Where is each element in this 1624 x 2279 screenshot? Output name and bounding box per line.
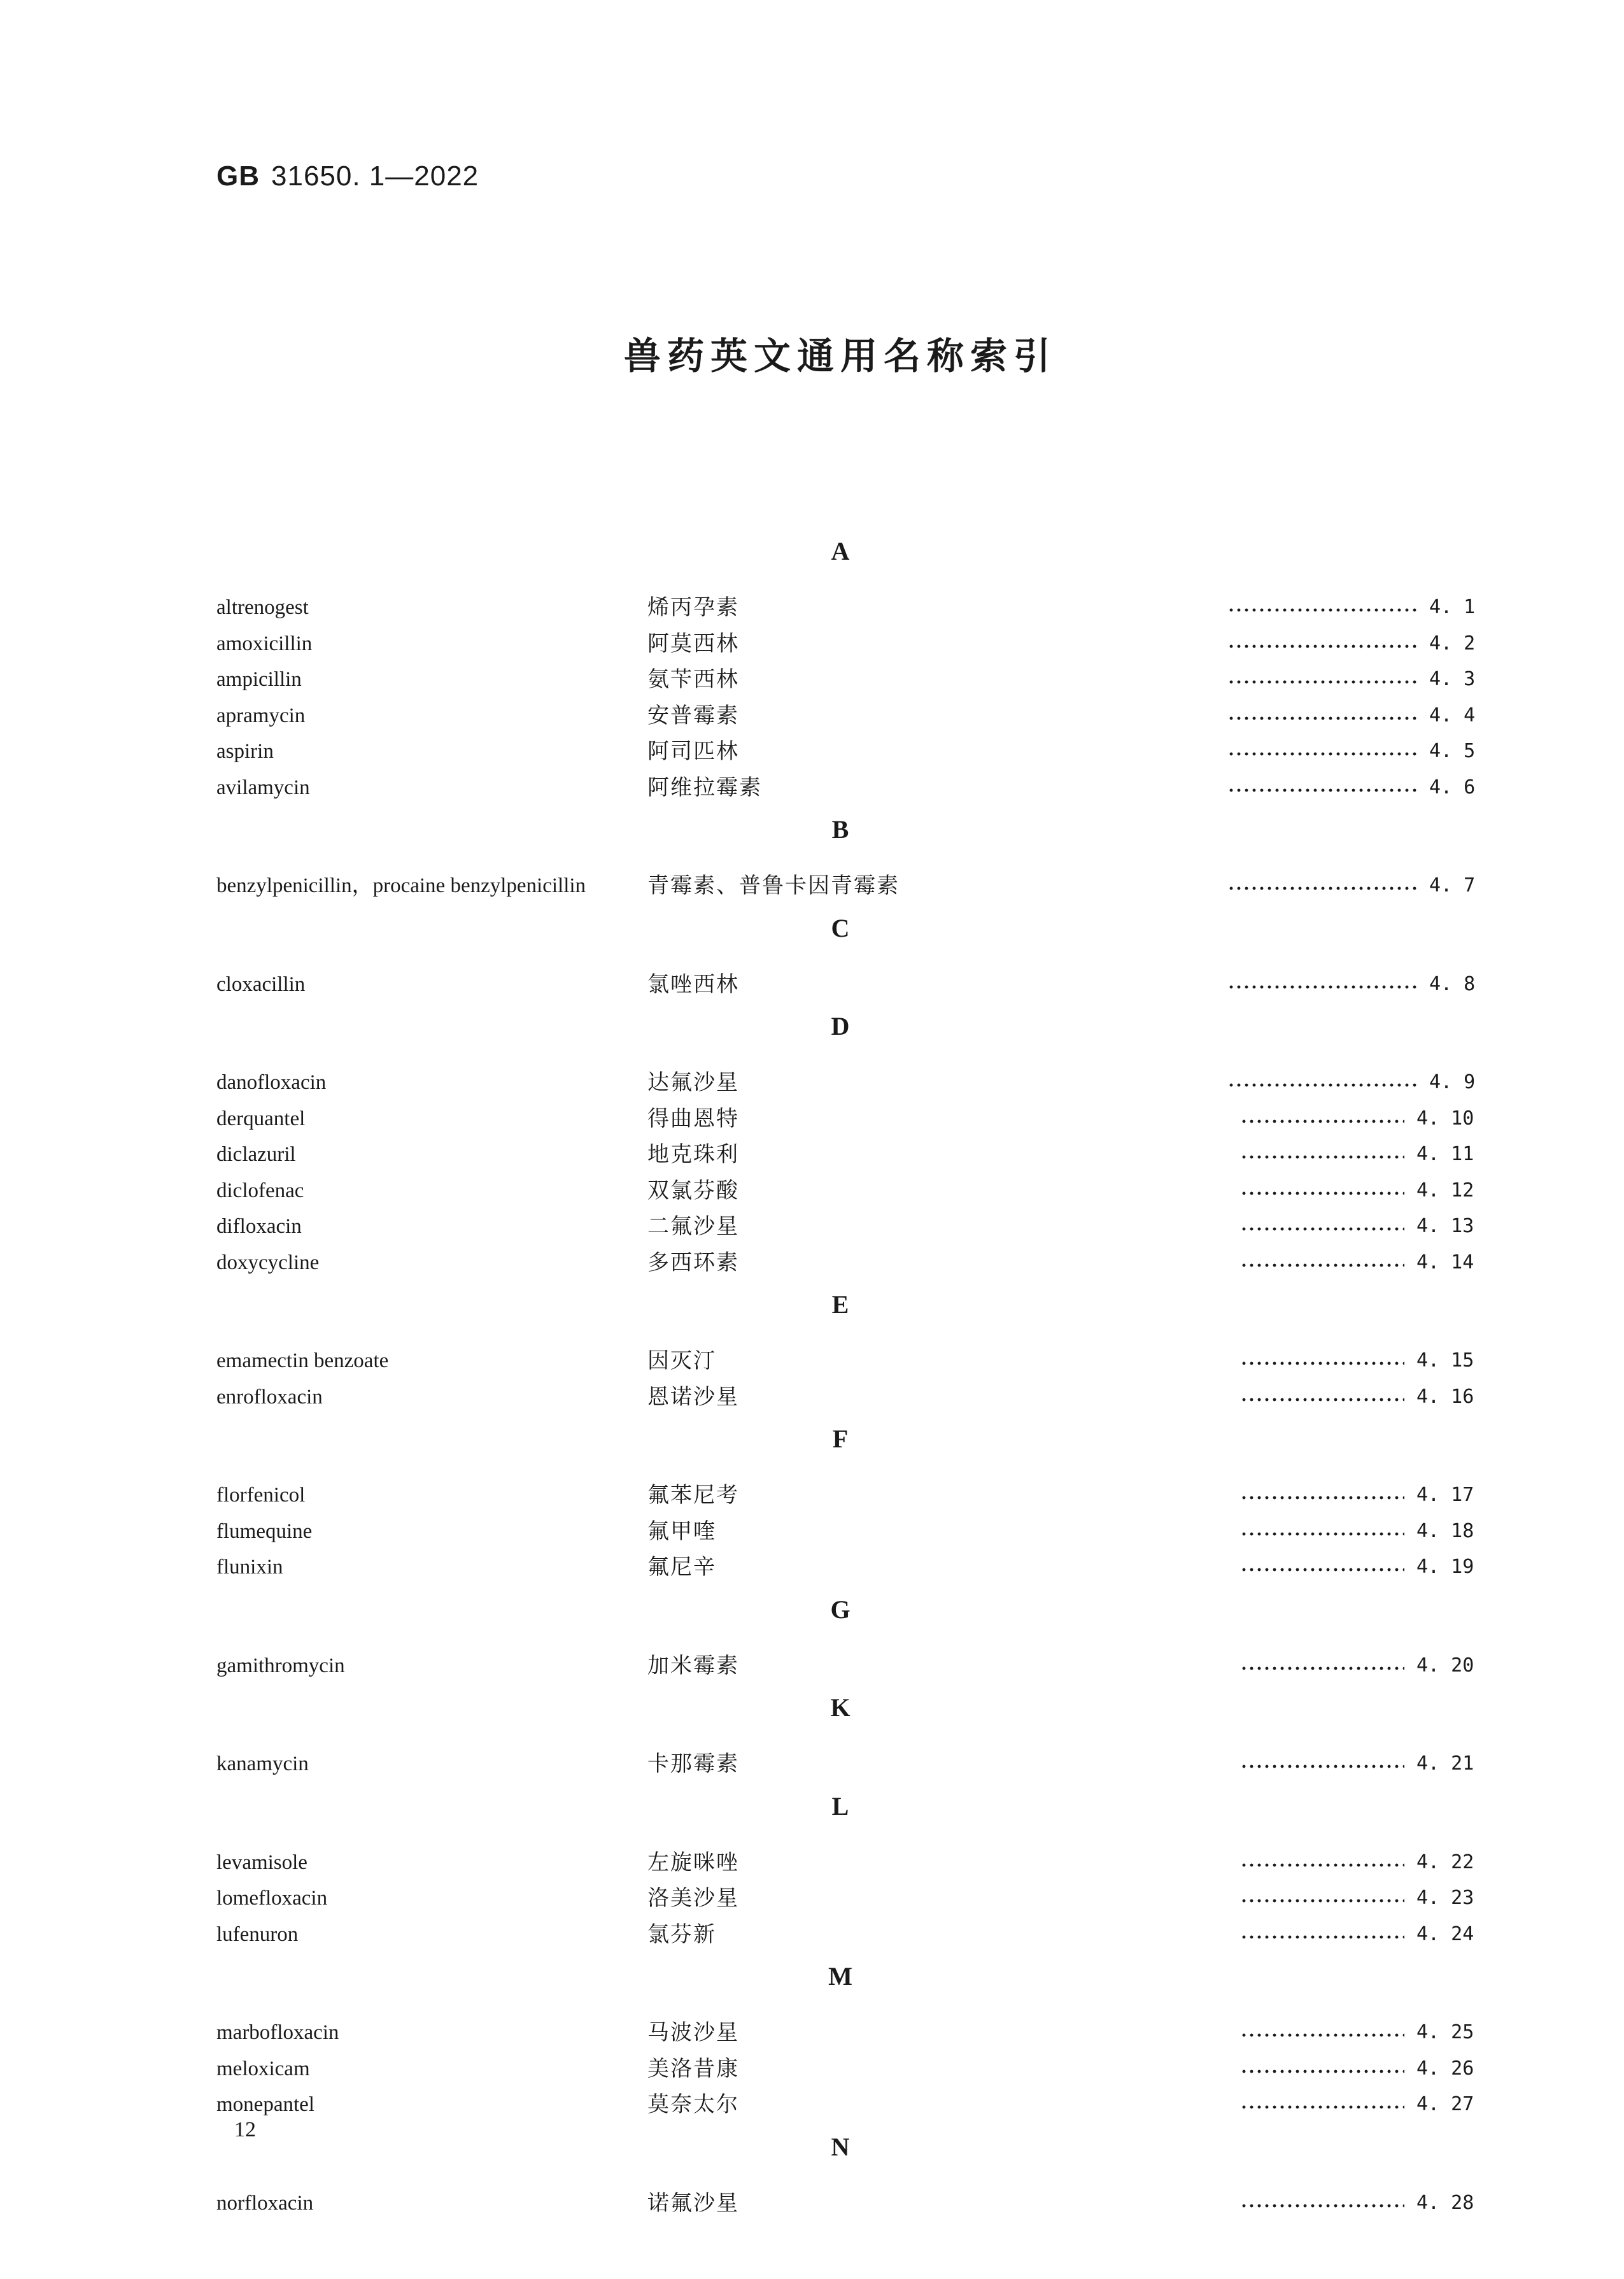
clause-reference: 4. 8 — [1429, 972, 1476, 995]
index-entry — [0, 2087, 1624, 2122]
index-entry — [0, 1549, 1624, 1585]
clause-reference: 4. 2 — [1429, 632, 1476, 655]
clause-reference: 4. 17 — [1416, 1484, 1474, 1506]
chinese-name: 氟甲喹 — [647, 1518, 716, 1544]
section-letter: G — [830, 1594, 851, 1624]
english-name: cloxacillin — [216, 972, 306, 996]
chinese-name: 阿司匹林 — [647, 739, 739, 764]
index-entry — [0, 1648, 1624, 1684]
dot-leader — [1240, 1173, 1404, 1209]
index-entry — [0, 1137, 1624, 1172]
english-name: aspirin — [216, 740, 274, 763]
index-entry — [0, 1917, 1624, 1952]
dot-leader — [1240, 2051, 1404, 2087]
index-entry — [0, 1845, 1624, 1880]
clause-reference: 4. 4 — [1429, 704, 1476, 727]
english-name: monepantel — [216, 2093, 314, 2116]
chinese-name: 氟苯尼考 — [647, 1482, 739, 1508]
english-name: ampicillin — [216, 668, 302, 691]
dot-leader — [1227, 770, 1418, 806]
index-entry — [0, 1209, 1624, 1244]
chinese-name: 左旋咪唑 — [647, 1849, 739, 1875]
chinese-name: 烯丙孕素 — [647, 595, 739, 620]
section-letter: F — [832, 1424, 849, 1453]
clause-reference: 4. 7 — [1429, 874, 1476, 897]
page-number: 12 — [234, 2118, 256, 2141]
index-entry — [0, 662, 1624, 697]
chinese-name: 阿莫西林 — [647, 630, 739, 657]
dot-leader — [1240, 2015, 1404, 2050]
index-entry — [0, 770, 1624, 806]
chinese-name: 二氟沙星 — [647, 1214, 739, 1239]
clause-reference: 4. 28 — [1416, 2191, 1474, 2214]
chinese-name: 马波沙星 — [647, 2020, 739, 2045]
chinese-name: 恩诺沙星 — [647, 1384, 739, 1410]
clause-reference: 4. 6 — [1429, 776, 1476, 799]
dot-leader — [1227, 626, 1418, 662]
clause-reference: 4. 27 — [1416, 2093, 1474, 2115]
dot-leader — [1227, 967, 1418, 1002]
clause-reference: 4. 21 — [1416, 1752, 1474, 1775]
dot-leader — [1240, 1917, 1404, 1952]
dot-leader — [1240, 1245, 1404, 1281]
dot-leader — [1240, 1343, 1404, 1379]
english-name: derquantel — [216, 1107, 306, 1130]
clause-reference: 4. 13 — [1416, 1215, 1474, 1237]
index-entry — [0, 1746, 1624, 1782]
section-letter: N — [831, 2132, 850, 2161]
index-entry — [0, 1343, 1624, 1379]
dot-leader — [1240, 1209, 1404, 1244]
page-title: 兽药英文通用名称索引 — [623, 334, 1057, 378]
standard-number: 31650. 1—2022 — [271, 160, 479, 192]
chinese-name: 达氟沙星 — [647, 1070, 739, 1095]
english-name: emamectin benzoate — [216, 1349, 389, 1372]
english-name: gamithromycin — [216, 1654, 345, 1677]
section-letter: B — [831, 815, 849, 844]
chinese-name: 青霉素、普鲁卡因青霉素 — [647, 873, 900, 898]
index-entry — [0, 868, 1624, 904]
clause-reference: 4. 19 — [1416, 1556, 1474, 1578]
english-name: flumequine — [216, 1519, 313, 1543]
clause-reference: 4. 1 — [1429, 596, 1476, 618]
index-entry — [0, 2015, 1624, 2050]
standard-prefix: GB — [216, 160, 260, 192]
english-name: florfenicol — [216, 1484, 306, 1507]
english-name: levamisole — [216, 1850, 307, 1874]
clause-reference: 4. 3 — [1429, 668, 1476, 690]
english-name: doxycycline — [216, 1251, 320, 1274]
dot-leader — [1240, 2185, 1404, 2221]
section-letter: D — [831, 1012, 850, 1040]
index-entry — [0, 590, 1624, 625]
english-name: amoxicillin — [216, 632, 313, 655]
dot-leader — [1227, 662, 1418, 697]
english-name: flunixin — [216, 1556, 283, 1579]
dot-leader — [1240, 1101, 1404, 1137]
index-entry — [0, 734, 1624, 769]
section-letter: K — [830, 1693, 851, 1722]
english-name: lomefloxacin — [216, 1887, 328, 1910]
section-letter: E — [831, 1290, 849, 1319]
english-name: benzylpenicillin，procaine benzylpenicillin — [216, 874, 586, 897]
index-entry — [0, 698, 1624, 734]
section-letter: A — [831, 537, 850, 565]
chinese-name: 诺氟沙星 — [647, 2190, 739, 2216]
clause-reference: 4. 22 — [1416, 1850, 1474, 1873]
dot-leader — [1240, 1648, 1404, 1684]
dot-leader — [1240, 1137, 1404, 1172]
english-name: enrofloxacin — [216, 1385, 323, 1409]
chinese-name: 莫奈太尔 — [647, 2092, 739, 2117]
dot-leader — [1240, 1880, 1404, 1916]
index-entry — [0, 967, 1624, 1002]
dot-leader — [1240, 1477, 1404, 1513]
chinese-name: 得曲恩特 — [647, 1105, 739, 1132]
dot-leader — [1227, 734, 1418, 769]
dot-leader — [1227, 590, 1418, 625]
section-letter: M — [828, 1962, 852, 1991]
english-name: norfloxacin — [216, 2191, 314, 2215]
section-letter: C — [831, 913, 850, 942]
chinese-name: 因灭汀 — [647, 1348, 716, 1374]
clause-reference: 4. 10 — [1416, 1107, 1474, 1130]
index-entry — [0, 1514, 1624, 1549]
chinese-name: 多西环素 — [647, 1249, 739, 1275]
chinese-name: 双氯芬酸 — [647, 1177, 739, 1203]
clause-reference: 4. 25 — [1416, 2021, 1474, 2043]
english-name: apramycin — [216, 704, 306, 727]
dot-leader — [1240, 1845, 1404, 1880]
dot-leader — [1240, 1514, 1404, 1549]
index-entry — [0, 2051, 1624, 2087]
dot-leader — [1240, 1379, 1404, 1415]
clause-reference: 4. 18 — [1416, 1519, 1474, 1542]
clause-reference: 4. 5 — [1429, 740, 1476, 762]
chinese-name: 氯芬新 — [647, 1921, 716, 1947]
chinese-name: 洛美沙星 — [647, 1885, 739, 1911]
english-name: diclazuril — [216, 1143, 296, 1166]
clause-reference: 4. 20 — [1416, 1654, 1474, 1677]
english-name: marbofloxacin — [216, 2021, 339, 2044]
english-name: lufenuron — [216, 1922, 299, 1946]
english-name: kanamycin — [216, 1752, 309, 1775]
english-name: avilamycin — [216, 776, 310, 799]
english-name: difloxacin — [216, 1215, 302, 1238]
index-entry — [0, 1065, 1624, 1100]
clause-reference: 4. 9 — [1429, 1071, 1476, 1093]
index-entry — [0, 1101, 1624, 1137]
english-name: meloxicam — [216, 2057, 310, 2080]
section-letter: L — [831, 1791, 849, 1821]
chinese-name: 氯唑西林 — [647, 971, 739, 997]
dot-leader — [1227, 698, 1418, 734]
index-entry — [0, 1379, 1624, 1415]
clause-reference: 4. 26 — [1416, 2057, 1474, 2080]
dot-leader — [1240, 1746, 1404, 1782]
clause-reference: 4. 16 — [1416, 1385, 1474, 1408]
chinese-name: 安普霉素 — [647, 702, 739, 728]
dot-leader — [1240, 2087, 1404, 2122]
index-entry — [0, 1245, 1624, 1281]
clause-reference: 4. 24 — [1416, 1922, 1474, 1945]
chinese-name: 加米霉素 — [647, 1652, 739, 1679]
chinese-name: 阿维拉霉素 — [647, 774, 762, 800]
chinese-name: 氟尼辛 — [647, 1554, 716, 1580]
clause-reference: 4. 23 — [1416, 1887, 1474, 1909]
dot-leader — [1227, 1065, 1418, 1100]
index-entry — [0, 1880, 1624, 1916]
chinese-name: 美洛昔康 — [647, 2055, 739, 2082]
english-name: danofloxacin — [216, 1071, 327, 1094]
chinese-name: 卡那霉素 — [647, 1751, 739, 1777]
clause-reference: 4. 11 — [1416, 1143, 1474, 1165]
clause-reference: 4. 15 — [1416, 1349, 1474, 1372]
index-entry — [0, 1173, 1624, 1209]
clause-reference: 4. 12 — [1416, 1179, 1474, 1202]
index-entry — [0, 1477, 1624, 1513]
index-entry — [0, 626, 1624, 662]
english-name: altrenogest — [216, 596, 309, 619]
dot-leader — [1240, 1549, 1404, 1585]
chinese-name: 氨苄西林 — [647, 667, 739, 692]
dot-leader — [1227, 868, 1418, 904]
english-name: diclofenac — [216, 1179, 304, 1202]
index-entry — [0, 2185, 1624, 2221]
chinese-name: 地克珠利 — [647, 1142, 739, 1167]
clause-reference: 4. 14 — [1416, 1251, 1474, 1274]
